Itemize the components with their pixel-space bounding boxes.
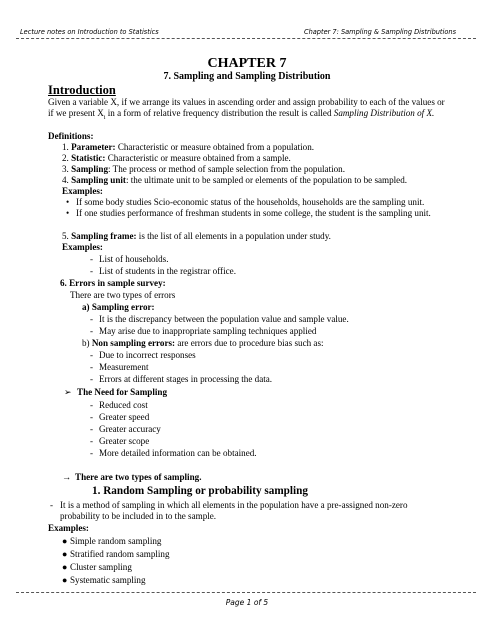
definition-term: Parameter: [71, 142, 116, 152]
error-type-a [82, 302, 155, 313]
dash-icon: - [90, 350, 94, 360]
list-item: List of students in the registrar office. [99, 266, 236, 276]
examples-label [48, 523, 89, 534]
header-rule [16, 38, 476, 39]
sampling-example: Simple random sampling [70, 536, 162, 546]
dash-icon: - [90, 326, 94, 336]
list-item: Measurement [99, 362, 149, 372]
error-type-text: are errors due to procedure bias such as: [175, 338, 324, 348]
definitions-heading [48, 131, 93, 142]
intro-text-mid: in a form of relative frequency distribution the result is called [105, 108, 334, 118]
need-heading-text: The Need for Sampling [77, 387, 168, 397]
examples-label [62, 242, 103, 253]
definition-item [62, 231, 331, 242]
random-sampling-text: It is a method of sampling in which all elements in the population have a pre-assigned non-zero probability to be included in to the sample. [60, 500, 408, 521]
intro-text-pre: Given a variable X, if we arrange its values in ascending order and assign probability to each of the values or if we present X [48, 97, 445, 118]
footer-rule [16, 592, 476, 593]
intro-text-italic: Sampling Distribution of X. [333, 108, 435, 118]
intro-heading: Introduction [48, 83, 116, 97]
error-type-label: a) [82, 302, 90, 312]
error-type-label: b) [82, 338, 90, 348]
bullet-icon: • [66, 208, 70, 218]
intro-subscript: i [103, 114, 106, 121]
bullet-icon: • [66, 197, 70, 207]
definition-term: Sampling [71, 164, 109, 174]
list-item: Greater scope [99, 436, 150, 446]
types-line-text: There are two types of sampling. [75, 472, 202, 482]
definition-term: Sampling unit [71, 175, 126, 185]
dash-icon: - [90, 254, 94, 264]
bullet-icon: ● [62, 562, 68, 572]
list-item: Reduced cost [99, 400, 148, 410]
chapter-subtitle: 7. Sampling and Sampling Distribution [163, 71, 331, 82]
list-item: More detailed information can be obtained. [99, 448, 257, 458]
dash-icon: - [90, 362, 94, 372]
list-item: May arise due to inappropriate sampling techniques applied [99, 326, 317, 336]
intro-paragraph [48, 97, 448, 124]
dash-icon: - [90, 314, 94, 324]
header-left: Lecture notes on Introduction to Statistics [20, 28, 159, 36]
definition-text: : the ultimate unit to be sampled or elements of the population to be sampled. [125, 175, 408, 185]
list-item: Greater speed [99, 412, 150, 422]
arrow-icon: → [62, 472, 72, 482]
dash-icon: - [90, 412, 94, 422]
dash-icon: - [90, 266, 94, 276]
error-type-term: Sampling error: [91, 302, 155, 312]
definition-text: Characteristic or measure obtained from a sample. [105, 153, 291, 163]
definition-term: Statistic: [71, 153, 106, 163]
dash-icon: - [50, 500, 54, 510]
definition-num: 3. [62, 164, 69, 174]
example-item: If one studies performance of freshman students in some college, the student is the sampling unit. [76, 208, 431, 218]
definition-item [62, 164, 345, 175]
header-right: Chapter 7: Sampling & Sampling Distributions [303, 28, 456, 36]
examples-label [62, 186, 103, 197]
list-item: Greater accuracy [99, 424, 161, 434]
dash-icon: - [90, 424, 94, 434]
dash-icon: - [90, 448, 94, 458]
sampling-example: Stratified random sampling [70, 549, 170, 559]
definition-item [62, 175, 407, 186]
example-item: If some body studies Scio-economic status of the households, households are the sampling unit. [76, 197, 425, 207]
list-item: List of households. [99, 254, 169, 264]
error-type-term: Non sampling errors: [91, 338, 176, 348]
errors-heading [60, 278, 166, 289]
list-item: Errors at different stages in processing the data. [99, 374, 273, 384]
examples-label-text: Examples: [48, 523, 89, 533]
definition-text: : The process or method of sample selection from the population. [108, 164, 345, 174]
definition-text: Characteristic or measure obtained from a population. [115, 142, 315, 152]
definition-num: 2. [62, 153, 69, 163]
definition-num: 4. [62, 175, 69, 185]
list-item: It is the discrepancy between the population value and sample value. [99, 314, 349, 324]
sampling-example: Cluster sampling [70, 562, 132, 572]
bullet-icon: ● [62, 549, 68, 559]
types-line [75, 472, 201, 483]
definition-item [62, 153, 291, 164]
random-sampling-title: 1. Random Sampling or probability sampling [92, 485, 308, 497]
arrow-bullet-icon: ➢ [64, 387, 72, 397]
examples-label-text: Examples: [62, 186, 103, 196]
definition-num: 1. [62, 142, 69, 152]
definitions-heading-text: Definitions: [48, 131, 94, 141]
definition-text: is the list of all elements in a population under study. [136, 231, 331, 241]
sampling-example: Systematic sampling [70, 575, 146, 585]
definition-item [62, 142, 314, 153]
dash-icon: - [90, 400, 94, 410]
definition-term: Sampling frame: [71, 231, 137, 241]
need-heading [77, 387, 167, 398]
dash-icon: - [90, 374, 94, 384]
bullet-icon: ● [62, 575, 68, 585]
errors-intro: There are two types of errors [70, 290, 176, 300]
definition-num: 5. [62, 231, 69, 241]
examples-label-text: Examples: [62, 242, 103, 252]
errors-heading-text: 6. Errors in sample survey: [60, 278, 166, 288]
dash-icon: - [90, 436, 94, 446]
bullet-icon: ● [62, 536, 68, 546]
page-number: Page 1 of 5 [225, 598, 269, 607]
chapter-title: CHAPTER 7 [207, 56, 287, 71]
error-type-b [82, 338, 324, 349]
list-item: Due to incorrect responses [99, 350, 196, 360]
